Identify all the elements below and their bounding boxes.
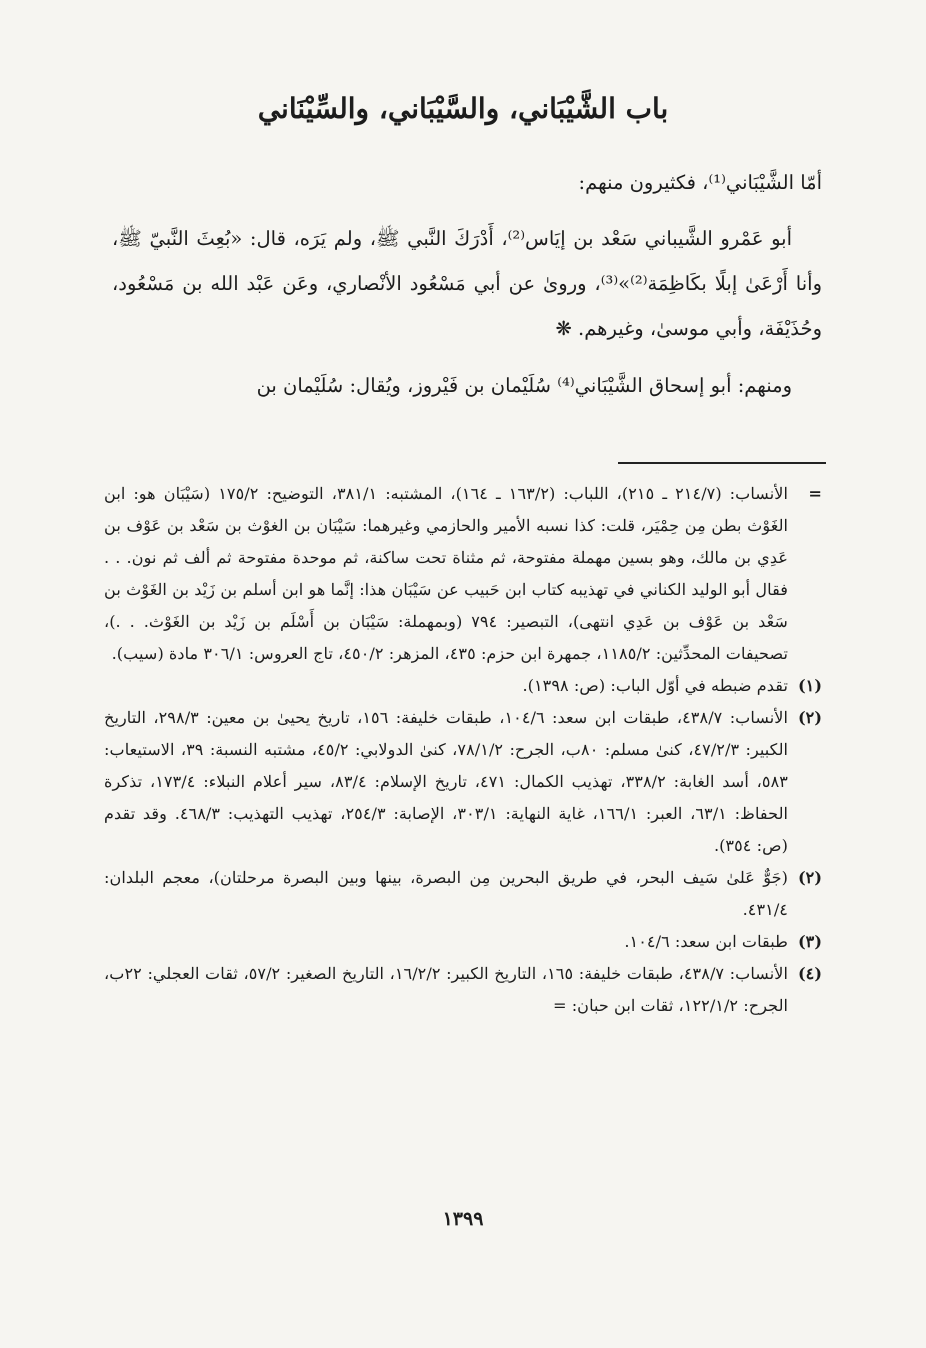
footnote-2 (104, 702, 822, 862)
footnote-text: (جَوٌّ عَلىٰ سَيف البحر، في طريق البحرين مِن البصرة، بينها وبين البصرة مرحلتان)، معجم البلدان: ٤٣١/٤. (104, 868, 788, 919)
footnote-text: طبقات ابن سعد: ١٠٤/٦. (624, 932, 788, 951)
footnote-4 (104, 958, 822, 1022)
footnote-2b (104, 862, 822, 926)
footnote-text: الأنساب: ٤٣٨/٧، طبقات ابن سعد: ١٠٤/٦، طبقات خليفة: ١٥٦، تاريخ يحيىٰ بن معين: ٢٩٨/٣، التاريخ الكبير: ٤٧/٢/٣، كنىٰ مسلم: ٨٠ب، الجرح: ٧٨/١/٢، كنىٰ الدولابي: ٤٥/٢، مشتبه النسبة: ٣٩، الاستيعاب: ٥٨٣، أسد الغابة: ٣٣٨/٢، تهذيب الكمال: ٤٧١، تاريخ الإسلام: ٨٣/٤، سير أعلام النبلاء: ١٧٣/٤، تذكرة الحفاظ: ٦٣/١، العبر: ١٦٦/١، غاية النهاية: ٣٠٣/١، الإصابة: ٢٥٤/٣، تهذيب التهذيب: ٤٦٨/٣. وقد تقدم (ص: ٣٥٤). (104, 708, 789, 855)
main-text (112, 160, 822, 408)
footnote-divider (618, 462, 826, 464)
footnote-mark: (٢) (797, 708, 822, 727)
entry-paragraph-1: أبو عَمْرو الشَّيباني سَعْد بن إيَاس⁽²⁾، أَدْرَكَ النَّبي ﷺ، ولم يَرَه، قال: «بُعِثَ النَّبيّ ﷺ، وأنا أَرْعَىٰ إبلًا بكَاظِمَة⁽²⁾»⁽³⁾، وروىٰ عن أبي مَسْعُود الأنْصاري، وعَن عَبْد الله بن مَسْعُود، وحُذَيْفَة، وأبي موسىٰ، وغيرهم. ❋ (112, 227, 822, 340)
footnote-mark: (٢) (797, 868, 822, 887)
page-number: ١٣٩٩ (442, 1208, 484, 1230)
footnote-text: الأنساب: (٢١٤/٧ ـ ٢١٥)، اللباب: (١٦٣/٢ ـ ١٦٤)، المشتبه: ٣٨١/١، التوضيح: ١٧٥/٢ (سَيْبَان هو: ابن الغَوْث بطن مِن حِمْيَر، قلت: كذا نسبه الأمير والحازمي وغيرهما: سَيْبَان بن الغوْث بن سَعْد بن عَوْف بن عَدِي بن مالك، وهو بسين مهملة مفتوحة، ثم مثناة تحت ساكنة، ثم موحدة مفتوحة ثم ألف ثم نون. . . فقال أبو الوليد الكناني في تهذيبه كتاب ابن حَبيب عن سَيْبَان هذا: إنَّما هو ابن أسلم بن زَيْد بن الغَوْث بن سَعْد بن عَوْف بن عَدِي انتهى)، التبصير: ٧٩٤ (وبمهملة: سَيْبَان بن أَسْلَم بن زَيْد بن الغَوْث. . .)، تصحيفات المحدِّثين: ١١٨٥/٢، جمهرة ابن حزم: ٤٣٥، المزهر: ٤٥٠/٢، تاج العروس: ٣٠٦/١ مادة (سيب). (104, 484, 788, 663)
footnote-3 (104, 926, 822, 958)
intro-paragraph: أمّا الشَّيْبَاني⁽¹⁾، فكثيرون منهم: (578, 171, 822, 194)
footnote-mark: = (808, 484, 822, 503)
footnote-mark: (٣) (797, 932, 822, 951)
footnote-continued (104, 478, 822, 670)
footnote-1 (104, 670, 822, 702)
footnote-mark: (١) (797, 676, 822, 695)
footnote-text: الأنساب: ٤٣٨/٧، طبقات خليفة: ١٦٥، التاريخ الكبير: ١٦/٢/٢، التاريخ الصغير: ٥٧/٢، ثقات العجلي: ٢٢ب، الجرح: ١٢٢/١/٢، ثقات ابن حبان: = (104, 964, 788, 1015)
footnotes (104, 478, 822, 1022)
footnote-mark: (٤) (797, 964, 822, 983)
entry-paragraph-2: ومنهم: أبو إسحاق الشَّيْبَاني⁽⁴⁾ سُلَيْمان بن فَيْروز، ويُقال: سُلَيْمان بن (256, 374, 792, 397)
chapter-title: باب الشَّيْبَاني، والسَّيْبَاني، والسِّيْنَاني (257, 92, 669, 125)
footnote-text: تقدم ضبطه في أوّل الباب: (ص: ١٣٩٨). (522, 676, 788, 695)
